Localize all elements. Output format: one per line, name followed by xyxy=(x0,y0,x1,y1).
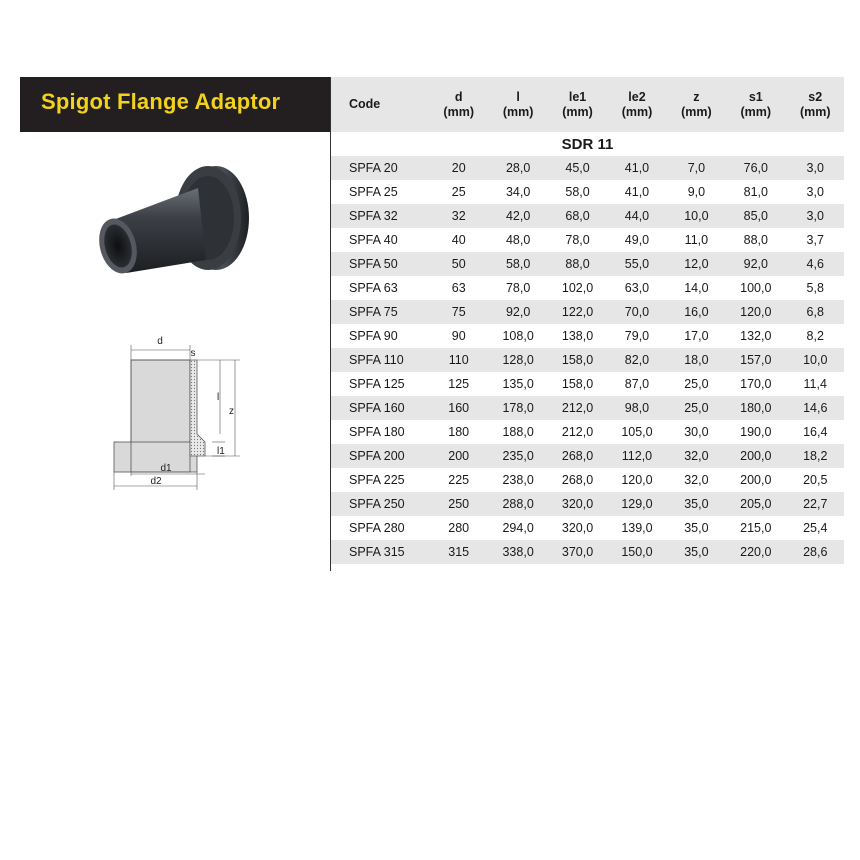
cell-value: 100,0 xyxy=(740,281,772,295)
spec-table xyxy=(331,77,844,564)
cell-value: 16,0 xyxy=(684,305,709,319)
cell-value: 25 xyxy=(451,185,466,199)
cell-value: 6,8 xyxy=(806,305,824,319)
cell-value: 9,0 xyxy=(687,185,706,199)
cell-code: SPFA 200 xyxy=(349,449,405,463)
cell-value: 32,0 xyxy=(684,473,709,487)
label-d2: d2 xyxy=(150,476,162,487)
cell-value: 212,0 xyxy=(561,401,594,415)
cell-value: 3,7 xyxy=(806,233,824,247)
group-label: SDR 11 xyxy=(561,135,614,153)
cell-value: 320,0 xyxy=(561,497,594,511)
cell-value: 98,0 xyxy=(624,401,650,415)
cell-value: 35,0 xyxy=(684,497,709,511)
cell-value: 135,0 xyxy=(502,377,534,391)
cell-code: SPFA 75 xyxy=(349,305,398,319)
cell-value: 108,0 xyxy=(502,329,534,343)
table-row xyxy=(331,540,844,564)
table-row xyxy=(331,180,844,204)
cell-value: 63,0 xyxy=(624,281,650,295)
cell-value: 18,2 xyxy=(803,449,828,463)
cell-value: 32 xyxy=(451,209,466,223)
dimension-drawing xyxy=(100,330,270,500)
cell-value: 215,0 xyxy=(740,521,772,535)
cell-code: SPFA 50 xyxy=(349,257,398,271)
cell-value: 88,0 xyxy=(743,233,768,247)
cell-value: 4,6 xyxy=(806,257,824,271)
cell-value: 288,0 xyxy=(502,497,534,511)
cell-value: 20 xyxy=(451,161,466,175)
cell-value: 55,0 xyxy=(624,257,650,271)
table-row xyxy=(331,444,844,468)
cell-value: 25,0 xyxy=(684,377,709,391)
cell-value: 200,0 xyxy=(740,449,772,463)
cell-code: SPFA 25 xyxy=(349,185,398,199)
cell-value: 58,0 xyxy=(505,257,531,271)
cell-value: 102,0 xyxy=(561,281,594,295)
cell-code: SPFA 280 xyxy=(349,521,405,535)
cell-code: SPFA 63 xyxy=(349,281,398,295)
cell-value: 87,0 xyxy=(624,377,650,391)
table-row xyxy=(331,468,844,492)
cell-code: SPFA 250 xyxy=(349,497,405,511)
cell-value: 139,0 xyxy=(621,521,653,535)
cell-value: 40 xyxy=(451,233,466,247)
header-l: l (mm) xyxy=(502,89,534,119)
cell-value: 268,0 xyxy=(561,473,594,487)
cell-value: 10,0 xyxy=(803,353,828,367)
cell-code: SPFA 125 xyxy=(349,377,405,391)
cell-value: 250 xyxy=(448,497,470,511)
cell-value: 78,0 xyxy=(505,281,531,295)
cell-value: 238,0 xyxy=(502,473,534,487)
cell-value: 158,0 xyxy=(561,353,594,367)
group-row xyxy=(331,132,844,156)
cell-value: 11,4 xyxy=(803,377,827,391)
cell-value: 18,0 xyxy=(684,353,709,367)
table-row xyxy=(331,372,844,396)
cell-value: 34,0 xyxy=(505,185,531,199)
cell-value: 128,0 xyxy=(502,353,534,367)
header-d: d (mm) xyxy=(443,89,474,119)
cell-value: 81,0 xyxy=(743,185,768,199)
cell-value: 190,0 xyxy=(740,425,772,439)
cell-value: 3,0 xyxy=(806,185,824,199)
cell-value: 35,0 xyxy=(684,521,709,535)
cell-value: 25,4 xyxy=(803,521,828,535)
cell-value: 28,6 xyxy=(803,545,828,559)
cell-value: 88,0 xyxy=(565,257,590,271)
table-row xyxy=(331,252,844,276)
cell-value: 32,0 xyxy=(684,449,709,463)
cell-value: 28,0 xyxy=(505,161,531,175)
label-s: s xyxy=(190,348,196,359)
cell-value: 315 xyxy=(448,545,470,559)
table-row xyxy=(331,492,844,516)
cell-value: 82,0 xyxy=(624,353,650,367)
spigot-flange-adaptor-photo xyxy=(88,160,278,310)
cell-code: SPFA 180 xyxy=(349,425,405,439)
cell-value: 280 xyxy=(448,521,470,535)
cell-value: 48,0 xyxy=(505,233,531,247)
page-title: Spigot Flange Adaptor xyxy=(41,89,281,114)
cell-value: 44,0 xyxy=(624,209,650,223)
cell-value: 138,0 xyxy=(561,329,594,343)
table-row xyxy=(331,300,844,324)
cell-value: 85,0 xyxy=(743,209,768,223)
cell-value: 92,0 xyxy=(743,257,768,271)
cell-value: 212,0 xyxy=(561,425,594,439)
cell-value: 8,2 xyxy=(806,329,824,343)
table-row xyxy=(331,276,844,300)
cell-value: 68,0 xyxy=(565,209,590,223)
label-l1: l1 xyxy=(217,446,225,457)
cell-value: 14,6 xyxy=(803,401,828,415)
table-row xyxy=(331,228,844,252)
cell-value: 90 xyxy=(451,329,466,343)
table-header-row xyxy=(331,77,844,132)
cell-value: 41,0 xyxy=(624,161,650,175)
cell-value: 150,0 xyxy=(621,545,653,559)
cell-value: 120,0 xyxy=(740,305,772,319)
table-row xyxy=(331,396,844,420)
cell-code: SPFA 315 xyxy=(349,545,405,559)
header-le2: le2 (mm) xyxy=(621,89,653,119)
header-s2: s2 (mm) xyxy=(799,89,831,119)
cell-value: 320,0 xyxy=(561,521,594,535)
cell-value: 63 xyxy=(451,281,466,295)
cell-value: 22,7 xyxy=(803,497,828,511)
cell-value: 10,0 xyxy=(684,209,709,223)
label-d: d xyxy=(157,336,163,347)
cell-value: 220,0 xyxy=(740,545,772,559)
cell-value: 14,0 xyxy=(684,281,709,295)
header-s1: s1 (mm) xyxy=(740,89,772,119)
cell-value: 35,0 xyxy=(684,545,709,559)
table-row xyxy=(331,516,844,540)
cell-value: 5,8 xyxy=(806,281,824,295)
header-code: Code xyxy=(349,97,381,111)
cell-value: 338,0 xyxy=(502,545,534,559)
cell-value: 294,0 xyxy=(502,521,534,535)
cell-value: 105,0 xyxy=(621,425,653,439)
cell-value: 178,0 xyxy=(502,401,534,415)
cell-value: 158,0 xyxy=(561,377,594,391)
cell-value: 205,0 xyxy=(740,497,772,511)
cell-value: 370,0 xyxy=(561,545,594,559)
cell-value: 49,0 xyxy=(624,233,650,247)
cell-value: 42,0 xyxy=(505,209,531,223)
cell-value: 200 xyxy=(448,449,470,463)
cell-value: 160 xyxy=(448,401,470,415)
cell-value: 3,0 xyxy=(806,161,824,175)
cell-value: 225 xyxy=(448,473,470,487)
cell-value: 200,0 xyxy=(740,473,772,487)
cell-value: 41,0 xyxy=(624,185,650,199)
cell-value: 58,0 xyxy=(565,185,590,199)
table-row xyxy=(331,348,844,372)
cell-value: 122,0 xyxy=(561,305,594,319)
cell-value: 70,0 xyxy=(624,305,650,319)
cell-value: 132,0 xyxy=(740,329,772,343)
cell-code: SPFA 110 xyxy=(349,353,404,367)
cell-code: SPFA 32 xyxy=(349,209,398,223)
cell-value: 188,0 xyxy=(502,425,534,439)
cell-value: 20,5 xyxy=(803,473,828,487)
table-row xyxy=(331,156,844,180)
cell-value: 75 xyxy=(451,305,466,319)
cell-code: SPFA 20 xyxy=(349,161,398,175)
cell-code: SPFA 160 xyxy=(349,401,405,415)
cell-value: 17,0 xyxy=(684,329,709,343)
cell-value: 25,0 xyxy=(684,401,709,415)
cell-value: 12,0 xyxy=(684,257,709,271)
label-l: l xyxy=(217,392,220,403)
header-le1: le1 (mm) xyxy=(562,89,593,119)
cell-code: SPFA 90 xyxy=(349,329,398,343)
cell-value: 120,0 xyxy=(621,473,653,487)
cell-value: 129,0 xyxy=(621,497,653,511)
cell-value: 112,0 xyxy=(621,449,653,463)
cell-value: 235,0 xyxy=(502,449,534,463)
cell-value: 3,0 xyxy=(806,209,824,223)
cell-code: SPFA 40 xyxy=(349,233,398,247)
cell-value: 16,4 xyxy=(803,425,828,439)
cell-value: 50 xyxy=(451,257,466,271)
cell-value: 76,0 xyxy=(743,161,768,175)
cell-code: SPFA 225 xyxy=(349,473,405,487)
label-z: z xyxy=(229,406,234,417)
cell-value: 268,0 xyxy=(561,449,594,463)
cell-value: 78,0 xyxy=(565,233,590,247)
cell-value: 92,0 xyxy=(505,305,531,319)
cell-value: 30,0 xyxy=(684,425,709,439)
title-bar xyxy=(20,77,331,132)
cell-value: 11,0 xyxy=(684,233,709,247)
cell-value: 45,0 xyxy=(565,161,590,175)
table-row xyxy=(331,420,844,444)
cell-value: 110 xyxy=(448,353,469,367)
cell-value: 7,0 xyxy=(687,161,706,175)
cell-value: 157,0 xyxy=(740,353,772,367)
cell-value: 180 xyxy=(448,425,470,439)
cell-value: 125 xyxy=(448,377,470,391)
cell-value: 170,0 xyxy=(740,377,772,391)
table-row xyxy=(331,324,844,348)
cell-value: 180,0 xyxy=(740,401,772,415)
table-row xyxy=(331,204,844,228)
cell-value: 79,0 xyxy=(624,329,650,343)
label-d1: d1 xyxy=(160,463,172,474)
header-z: z (mm) xyxy=(681,89,712,119)
